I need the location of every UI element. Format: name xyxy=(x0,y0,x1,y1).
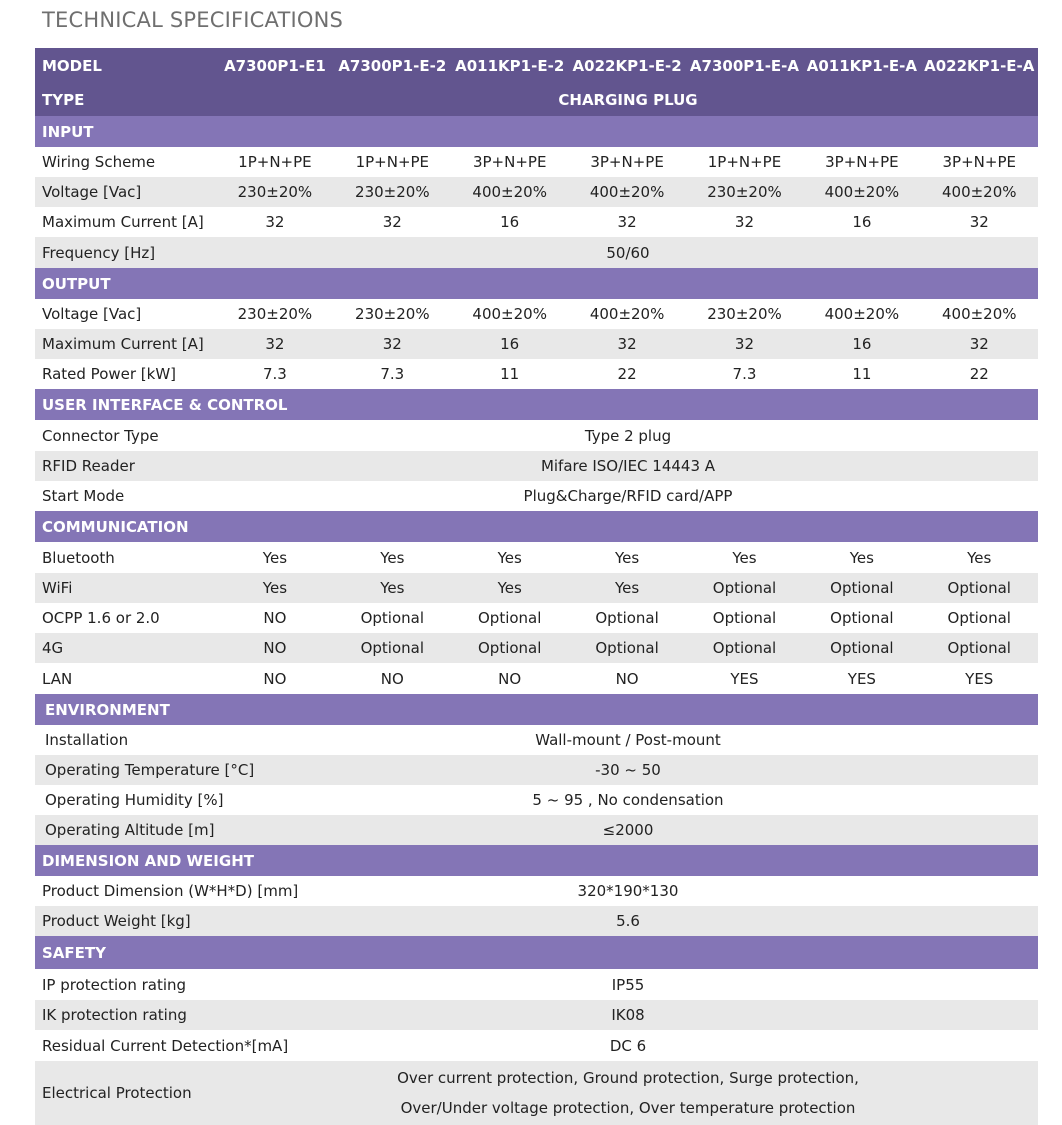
model-name: A022KP1-E-A xyxy=(924,56,1035,75)
row-label: IK protection rating xyxy=(42,1006,187,1024)
section-title: COMMUNICATION xyxy=(42,517,189,536)
table-row xyxy=(35,481,1038,511)
row-value: 32 xyxy=(734,213,755,231)
row-value-line: Over/Under voltage protection, Over temperature protection xyxy=(400,1099,856,1117)
row-label: OCPP 1.6 or 2.0 xyxy=(42,609,160,627)
row-value: 230±20% xyxy=(707,183,782,201)
row-label: Start Mode xyxy=(42,487,125,505)
section-header-environment xyxy=(35,694,1038,725)
type-label: TYPE xyxy=(42,90,85,109)
row-value: 400±20% xyxy=(472,183,547,201)
row-value: NO xyxy=(263,639,287,657)
row-label: Maximum Current [A] xyxy=(42,213,204,231)
table-row xyxy=(35,542,1038,573)
row-value: Optional xyxy=(595,609,659,627)
table-row xyxy=(35,359,1038,389)
row-value: 400±20% xyxy=(589,183,665,201)
row-value: 11 xyxy=(852,365,872,383)
row-value: NO xyxy=(263,669,287,688)
row-value: 320*190*130 xyxy=(577,882,679,900)
row-label: Rated Power [kW] xyxy=(42,365,177,383)
row-value: Yes xyxy=(497,579,522,597)
row-value: YES xyxy=(847,669,876,688)
table-row xyxy=(35,329,1038,359)
row-value: Optional xyxy=(947,639,1011,657)
row-value: IP55 xyxy=(611,975,645,994)
row-value: 400±20% xyxy=(824,183,900,201)
row-value: Yes xyxy=(967,548,992,567)
section-title: USER INTERFACE & CONTROL xyxy=(42,395,288,414)
row-value: Optional xyxy=(360,609,425,627)
model-name: A7300P1-E-2 xyxy=(338,56,447,75)
row-label: Voltage [Vac] xyxy=(42,305,142,323)
row-value: DC 6 xyxy=(609,1036,647,1055)
row-value: Yes xyxy=(497,548,522,567)
row-value: 7.3 xyxy=(262,365,287,383)
row-value: 7.3 xyxy=(380,365,405,383)
row-value: Optional xyxy=(477,639,542,657)
row-value: 32 xyxy=(617,213,637,231)
table-row xyxy=(35,725,1038,755)
table-row xyxy=(35,237,1038,268)
model-name: A7300P1-E-A xyxy=(689,56,800,75)
row-value: 400±20% xyxy=(589,305,665,323)
row-value: 16 xyxy=(500,335,520,353)
row-value: NO xyxy=(615,669,639,688)
row-value: 16 xyxy=(852,335,872,353)
row-label: 4G xyxy=(42,639,64,657)
row-value: Optional xyxy=(360,639,425,657)
table-row xyxy=(35,147,1038,177)
row-value: 32 xyxy=(734,335,755,353)
row-value: 230±20% xyxy=(237,305,313,323)
row-label: Product Dimension (W*H*D) [mm] xyxy=(42,882,299,900)
section-title: INPUT xyxy=(42,122,94,141)
table-row xyxy=(35,815,1038,845)
row-value: 5.6 xyxy=(616,912,640,930)
row-value: Yes xyxy=(614,579,640,597)
row-value: 32 xyxy=(382,213,402,231)
table-row xyxy=(35,420,1038,451)
row-value: 32 xyxy=(617,335,637,353)
page-title: TECHNICAL SPECIFICATIONS xyxy=(42,8,344,32)
row-label: IP protection rating xyxy=(42,975,187,994)
table-row xyxy=(35,876,1038,906)
row-value: 5 ~ 95 , No condensation xyxy=(532,791,724,809)
row-label: Residual Current Detection*[mA] xyxy=(42,1036,289,1055)
row-label: Connector Type xyxy=(42,426,159,445)
row-value: 32 xyxy=(265,213,285,231)
model-header-row xyxy=(35,48,1038,83)
row-value: Yes xyxy=(849,548,874,567)
row-value: 16 xyxy=(852,213,872,231)
row-label: LAN xyxy=(42,669,73,688)
row-label: Frequency [Hz] xyxy=(42,243,156,262)
model-name: A022KP1-E-2 xyxy=(572,56,682,75)
row-value: Yes xyxy=(380,579,405,597)
table-row xyxy=(35,603,1038,633)
section-title: SAFETY xyxy=(42,943,106,962)
row-value: Mifare ISO/IEC 14443 A xyxy=(540,457,716,475)
section-header-safety xyxy=(35,936,1038,969)
row-value: Optional xyxy=(477,609,542,627)
table-row xyxy=(35,785,1038,815)
row-value: Plug&Charge/RFID card/APP xyxy=(523,487,733,505)
row-value: 400±20% xyxy=(941,305,1017,323)
row-value: 3P+N+PE xyxy=(942,153,1016,171)
row-value: Yes xyxy=(380,548,405,567)
row-value: 400±20% xyxy=(472,305,547,323)
row-value: Optional xyxy=(712,609,777,627)
row-label: Maximum Current [A] xyxy=(42,335,204,353)
row-value: 3P+N+PE xyxy=(590,153,664,171)
table-row xyxy=(35,906,1038,936)
row-value: Type 2 plug xyxy=(584,426,672,445)
row-value: 1P+N+PE xyxy=(707,153,782,171)
row-label: Product Weight [kg] xyxy=(42,912,191,930)
row-value: 230±20% xyxy=(237,183,313,201)
row-value: IK08 xyxy=(611,1006,645,1024)
row-label: Operating Humidity [%] xyxy=(45,791,224,809)
model-label: MODEL xyxy=(42,56,102,75)
row-value: Optional xyxy=(830,579,894,597)
row-value: Yes xyxy=(262,548,288,567)
row-value: 7.3 xyxy=(732,365,757,383)
row-value: Optional xyxy=(712,639,777,657)
row-label: Installation xyxy=(45,731,129,749)
row-value: 32 xyxy=(969,213,989,231)
row-value-line: Over current protection, Ground protection, Surge protection, xyxy=(397,1069,859,1087)
table-row xyxy=(35,969,1038,1000)
row-value: ≤2000 xyxy=(602,821,654,839)
row-label: Operating Altitude [m] xyxy=(45,821,215,839)
row-label: Voltage [Vac] xyxy=(42,183,142,201)
section-header-output xyxy=(35,268,1038,299)
row-value: Yes xyxy=(262,579,288,597)
row-value: Optional xyxy=(830,609,894,627)
row-value: 230±20% xyxy=(355,305,430,323)
section-header-dimension xyxy=(35,845,1038,876)
row-value: 400±20% xyxy=(941,183,1017,201)
row-value: 50/60 xyxy=(606,243,650,262)
table-row xyxy=(35,663,1038,694)
model-name: A7300P1-E1 xyxy=(224,56,326,75)
row-value: 32 xyxy=(969,335,989,353)
row-value: Optional xyxy=(947,609,1011,627)
row-value: 11 xyxy=(500,365,520,383)
table-row xyxy=(35,633,1038,663)
row-value: 22 xyxy=(617,365,637,383)
row-value: 32 xyxy=(382,335,402,353)
row-value: 3P+N+PE xyxy=(472,153,547,171)
section-title: DIMENSION AND WEIGHT xyxy=(42,851,254,870)
model-name: A011KP1-E-2 xyxy=(455,56,565,75)
row-value: Wall-mount / Post-mount xyxy=(535,731,721,749)
section-header-ui xyxy=(35,389,1038,420)
table-row xyxy=(35,1000,1038,1030)
row-value: Yes xyxy=(732,548,757,567)
row-value: 22 xyxy=(969,365,989,383)
row-value: Yes xyxy=(614,548,640,567)
row-value: 230±20% xyxy=(707,305,782,323)
row-value: NO xyxy=(380,669,404,688)
table-row xyxy=(35,1030,1038,1061)
model-name: A011KP1-E-A xyxy=(806,56,917,75)
row-value: 16 xyxy=(500,213,520,231)
table-row xyxy=(35,451,1038,481)
row-value: 1P+N+PE xyxy=(355,153,430,171)
row-value: -30 ~ 50 xyxy=(595,761,661,779)
row-label: Operating Temperature [°C] xyxy=(45,761,255,779)
row-value: YES xyxy=(730,669,759,688)
table-row xyxy=(35,299,1038,329)
row-label: Electrical Protection xyxy=(42,1084,192,1102)
table-row xyxy=(35,207,1038,237)
row-label: Bluetooth xyxy=(42,548,115,567)
row-value: Optional xyxy=(947,579,1011,597)
row-value: 32 xyxy=(265,335,285,353)
type-row xyxy=(35,83,1038,116)
row-value: 230±20% xyxy=(355,183,430,201)
type-value: CHARGING PLUG xyxy=(558,90,698,109)
row-value: Optional xyxy=(595,639,659,657)
section-header-communication xyxy=(35,511,1038,542)
row-value: 3P+N+PE xyxy=(825,153,899,171)
row-value: NO xyxy=(263,609,287,627)
table-row xyxy=(35,573,1038,603)
row-value: NO xyxy=(498,669,522,688)
row-value: Optional xyxy=(712,579,777,597)
row-label: RFID Reader xyxy=(42,457,135,475)
section-title: OUTPUT xyxy=(42,274,111,293)
row-value: 400±20% xyxy=(824,305,900,323)
section-header-input xyxy=(35,116,1038,147)
table-row xyxy=(35,1061,1038,1125)
row-value: YES xyxy=(965,669,994,688)
spec-table xyxy=(35,48,1038,1125)
table-row xyxy=(35,755,1038,785)
row-value: 1P+N+PE xyxy=(238,153,312,171)
table-row xyxy=(35,177,1038,207)
row-label: WiFi xyxy=(42,579,73,597)
row-value xyxy=(218,1063,1038,1123)
row-label: Wiring Scheme xyxy=(42,153,156,171)
section-title: ENVIRONMENT xyxy=(45,700,170,719)
row-value: Optional xyxy=(830,639,894,657)
